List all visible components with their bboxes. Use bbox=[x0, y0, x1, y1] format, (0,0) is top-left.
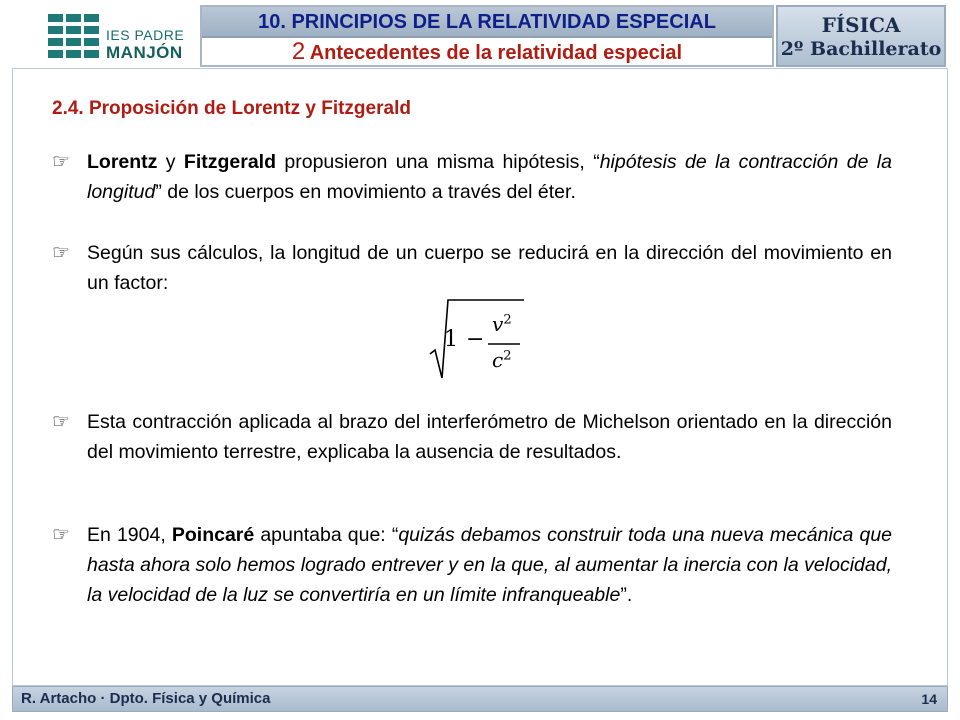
school-logo bbox=[14, 8, 194, 66]
section-title: Antecedentes de la relatividad especial bbox=[309, 42, 683, 64]
formula-minus: − bbox=[466, 327, 485, 352]
subject-name: FÍSICA bbox=[821, 13, 901, 37]
bullet-text: Lorentz y Fitzgerald propusieron una misma hipótesis, “hipótesis de la contracción de la longitud” de los cuerpos en movimiento a través del éter. bbox=[87, 151, 892, 203]
pointing-hand-icon: ☞ bbox=[52, 242, 70, 264]
chapter-bar bbox=[202, 7, 772, 38]
page-heading: 2.4. Proposición de Lorentz y Fitzgerald bbox=[52, 98, 411, 119]
lorentz-factor-formula bbox=[428, 294, 538, 386]
formula-numerator: $v^2$ bbox=[492, 312, 512, 336]
subject-level: 2º Bachillerato bbox=[780, 38, 942, 60]
chapter-title: 10. PRINCIPIOS DE LA RELATIVIDAD ESPECIAL bbox=[258, 11, 716, 33]
formula-one: 1 bbox=[444, 327, 458, 352]
subject-badge bbox=[776, 5, 946, 67]
page-number: 14 bbox=[921, 691, 937, 707]
pointing-hand-icon: ☞ bbox=[52, 524, 70, 546]
bullet-poincare bbox=[52, 520, 892, 610]
section-bar bbox=[202, 38, 772, 65]
formula-denominator: $c^2$ bbox=[492, 348, 512, 372]
bullet-text: Según sus cálculos, la longitud de un cuerpo se reducirá en la dirección del movimiento en un factor: bbox=[87, 242, 892, 294]
header-box bbox=[200, 5, 774, 67]
logo-line1: IES PADRE bbox=[106, 27, 185, 43]
logo-line2: MANJÓN bbox=[106, 43, 183, 62]
footer-bar bbox=[12, 686, 948, 712]
footer-author: R. Artacho · Dpto. Física y Química bbox=[21, 690, 271, 707]
bullet-lorentz bbox=[52, 147, 892, 207]
section-number: 2 bbox=[291, 38, 306, 65]
bullet-text: Esta contracción aplicada al brazo del interferómetro de Michelson orientado en la dirección del movimiento terrestre, explicaba la ausencia de resultados. bbox=[87, 411, 892, 463]
pointing-hand-icon: ☞ bbox=[52, 411, 70, 433]
logo-grid-icon bbox=[48, 14, 100, 60]
bullet-calculos bbox=[52, 238, 892, 298]
bullet-michelson bbox=[52, 407, 892, 467]
bullet-text: En 1904, Poincaré apuntaba que: “quizás debamos construir toda una nueva mecánica que hasta ahora solo hemos logrado entrever y en la que, al aumentar la inercia con la velocidad, la velocidad de la luz se convertiría en un límite infranqueable”. bbox=[87, 524, 893, 606]
pointing-hand-icon: ☞ bbox=[52, 151, 70, 173]
